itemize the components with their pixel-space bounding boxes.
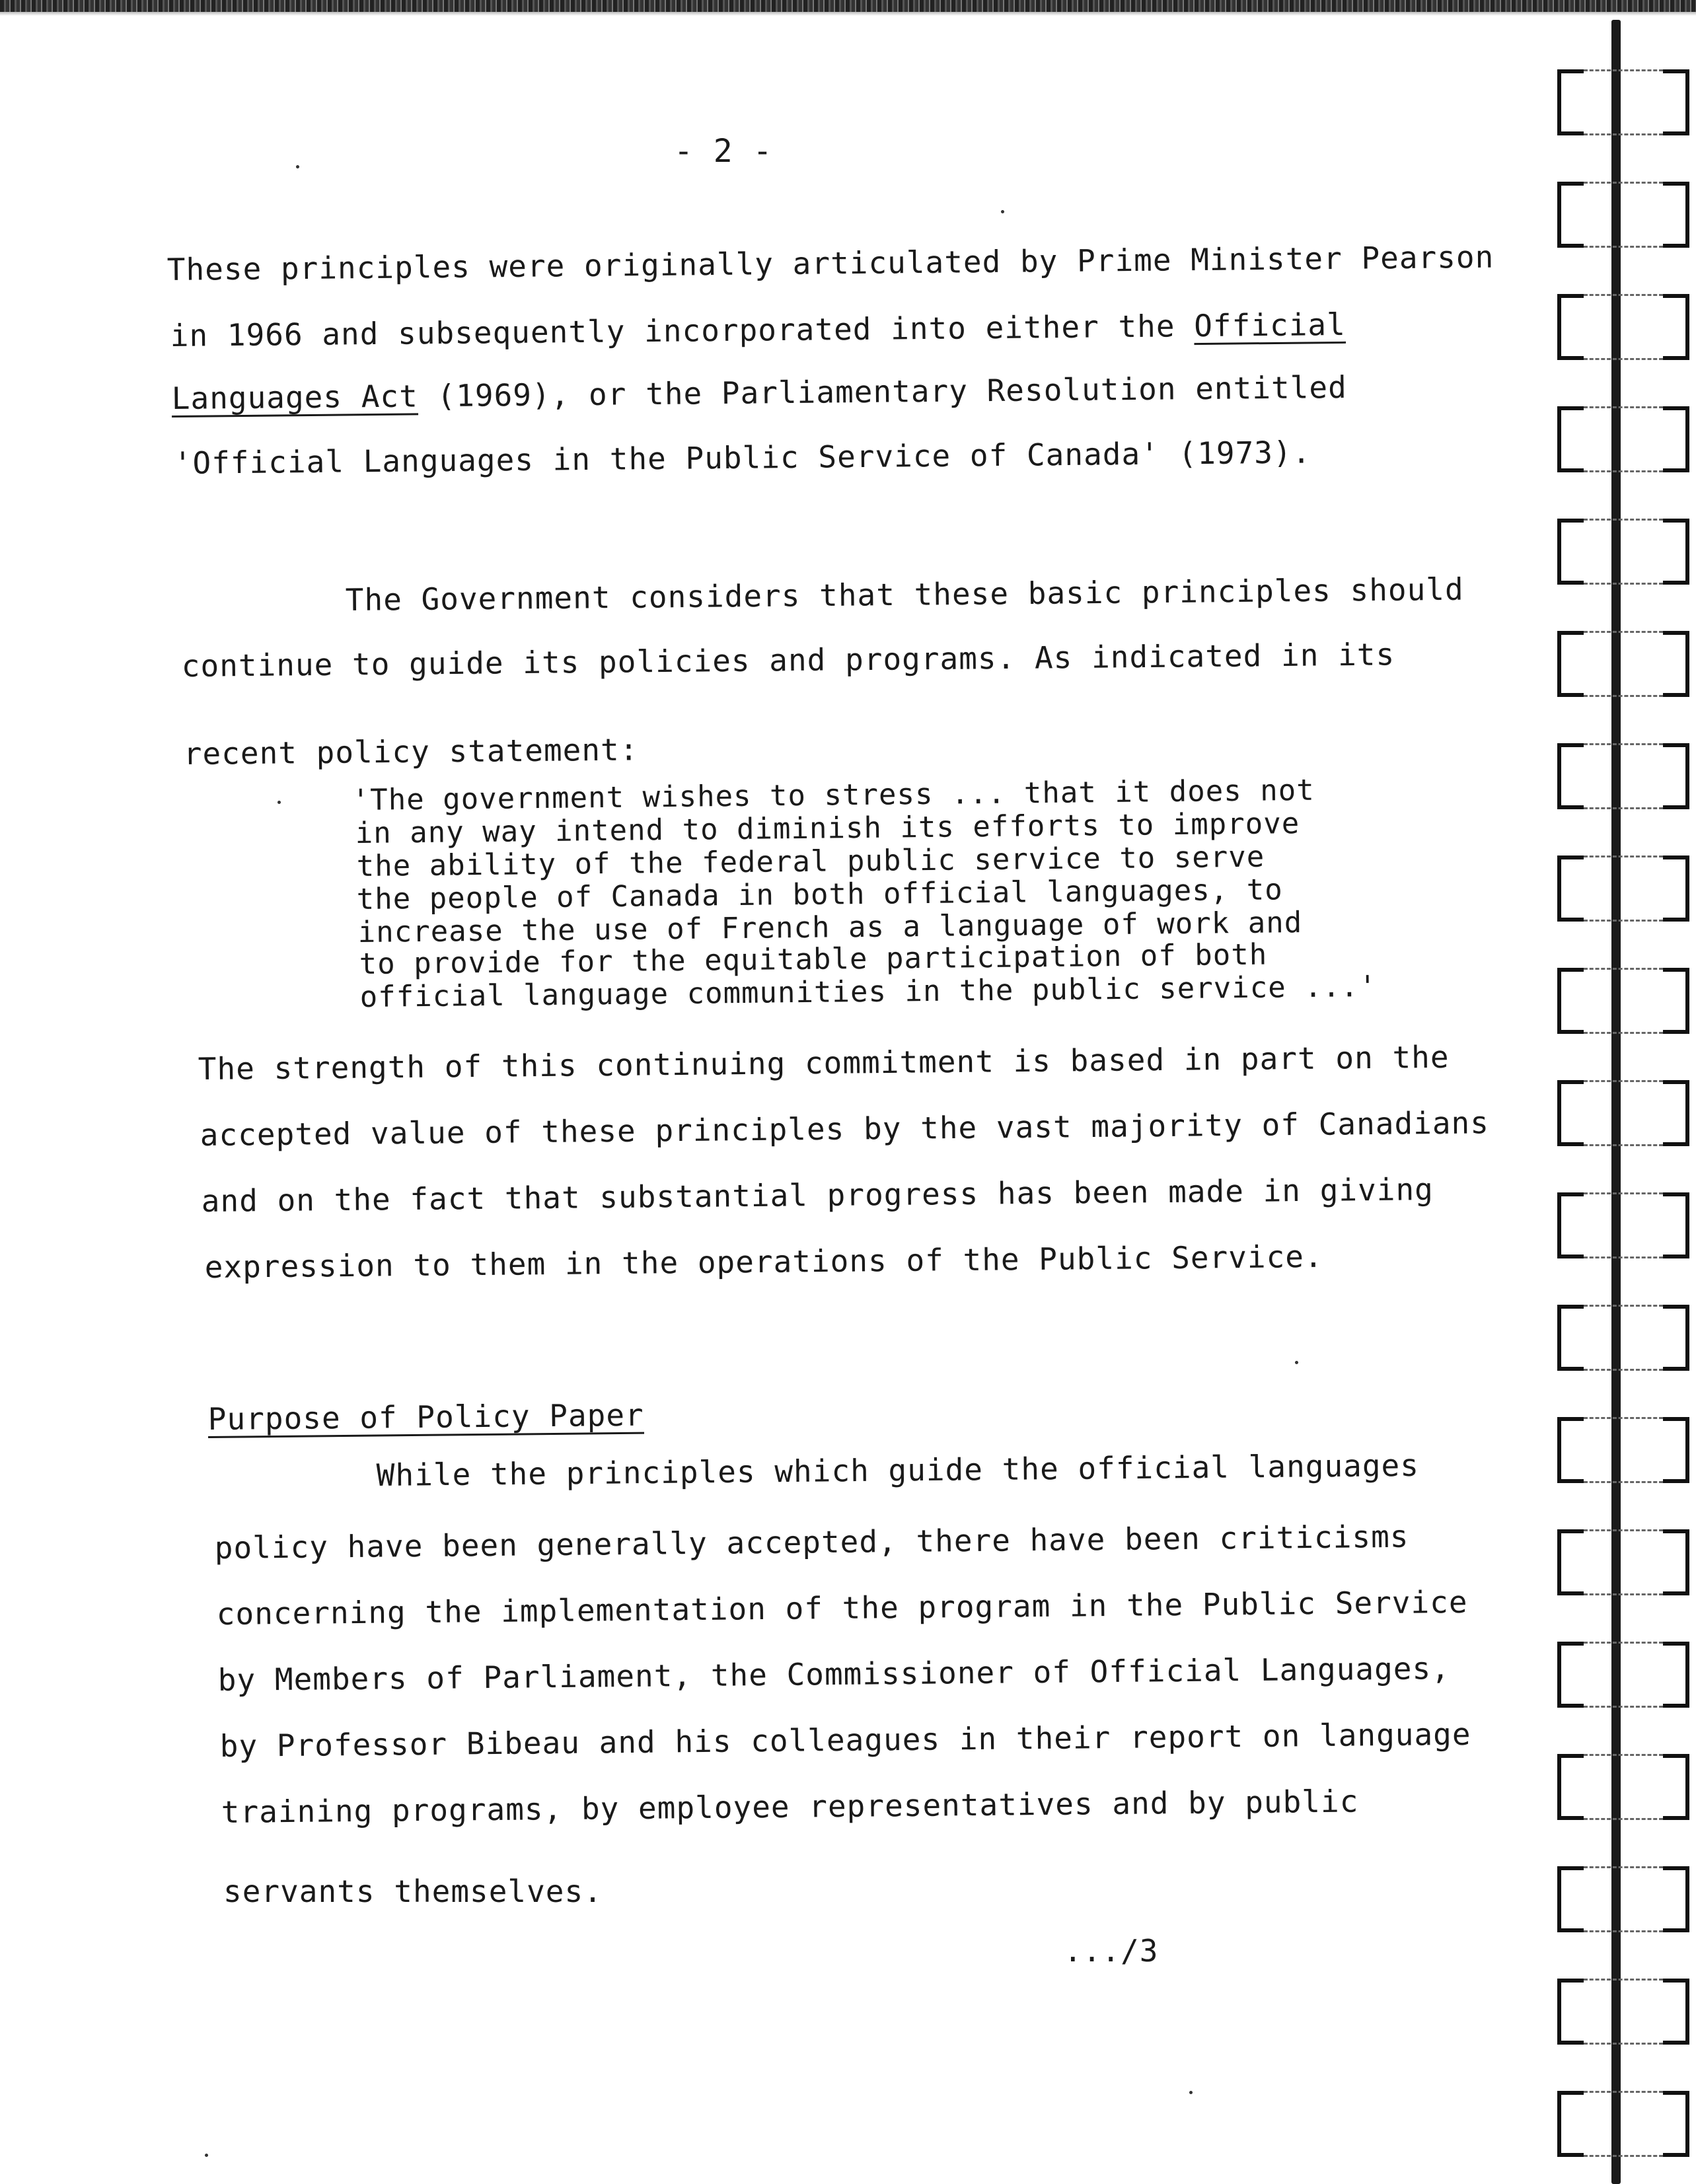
scan-speck — [1001, 210, 1004, 213]
page-number: - 2 - — [674, 133, 773, 170]
paragraph-1-line-4: 'Official Languages in the Public Service of Canada' (1973). — [173, 434, 1311, 481]
paragraph-4-line-1: While the principles which guide the official languages — [376, 1447, 1420, 1493]
binding-ring — [1557, 1080, 1689, 1146]
paragraph-4-line-4: by Members of Parliament, the Commissioner of Official Languages, — [217, 1650, 1451, 1698]
quote-line-4: the people of Canada in both official languages, to — [356, 873, 1283, 916]
binding-ring — [1557, 1192, 1689, 1258]
quote-line-5: increase the use of French as a language of work and — [357, 906, 1303, 949]
scan-speck — [205, 2154, 208, 2157]
paragraph-1-line-1: These principles were originally articulated by Prime Minister Pearson — [166, 238, 1494, 287]
binding-ring — [1557, 519, 1689, 585]
paragraph-1-line-3 — [171, 369, 1348, 416]
binding-ring — [1557, 1642, 1689, 1708]
section-heading-purpose: Purpose of Policy Paper — [207, 1397, 644, 1437]
spiral-binding — [1544, 20, 1696, 2184]
binding-ring — [1557, 182, 1689, 248]
scan-speck — [1295, 1361, 1298, 1364]
binding-ring — [1557, 1529, 1689, 1595]
paragraph-2-line-2: continue to guide its policies and programs. As indicated in its — [181, 636, 1395, 684]
quote-line-1: 'The government wishes to stress ... that it does not — [351, 773, 1315, 817]
paragraph-4-line-5: by Professor Bibeau and his colleagues in their report on language — [219, 1716, 1471, 1764]
binding-ring — [1557, 69, 1689, 135]
paragraph-4-line-2: policy have been generally accepted, there have been criticisms — [214, 1518, 1409, 1566]
binding-ring — [1557, 743, 1689, 809]
paragraph-2-line-1: The Government considers that these basic principles should — [345, 571, 1464, 618]
quote-line-3: the ability of the federal public service to serve — [356, 840, 1265, 883]
paragraph-4-line-3: concerning the implementation of the program in the Public Service — [216, 1583, 1468, 1632]
paragraph-1-line-2-text: in 1966 and subsequently incorporated into either the — [170, 308, 1195, 353]
quote-line-6: to provide for the equitable participation of both — [359, 937, 1268, 981]
paragraph-4-line-7: servants themselves. — [223, 1874, 603, 1909]
paragraph-2-line-3: recent policy statement: — [183, 731, 639, 772]
official-languages-act-title-part-1: Official — [1193, 306, 1346, 344]
scan-speck — [1189, 2091, 1193, 2094]
official-languages-act-title-part-2: Languages Act — [171, 378, 419, 416]
binding-ring — [1557, 294, 1689, 360]
binding-ring — [1557, 1305, 1689, 1371]
binding-ring — [1557, 2091, 1689, 2157]
scan-speck — [277, 801, 281, 804]
paragraph-3-line-3: and on the fact that substantial progress has been made in giving — [201, 1171, 1434, 1219]
binding-ring — [1557, 631, 1689, 697]
binding-ring — [1557, 855, 1689, 922]
paragraph-3-line-1: The strength of this continuing commitment is based in part on the — [198, 1038, 1450, 1087]
binding-ring — [1557, 968, 1689, 1034]
paragraph-1-line-2 — [170, 306, 1346, 353]
binding-ring — [1557, 1417, 1689, 1483]
binding-ring — [1557, 406, 1689, 472]
paragraph-3-line-2: accepted value of these principles by the vast majority of Canadians — [200, 1105, 1490, 1153]
quote-line-2: in any way intend to diminish its efforts to improve — [355, 807, 1300, 850]
continuation-marker: .../3 — [1064, 1933, 1159, 1969]
scan-speck — [296, 165, 299, 168]
quote-line-7: official language communities in the public service ...' — [359, 969, 1378, 1014]
paragraph-1-line-3-text: (1969), or the Parliamentary Resolution entitled — [418, 369, 1348, 414]
binding-ring — [1557, 1979, 1689, 2045]
binding-ring — [1557, 1754, 1689, 1820]
paragraph-3-line-4: expression to them in the operations of the Public Service. — [204, 1238, 1323, 1285]
binding-ring — [1557, 1866, 1689, 1932]
paragraph-4-line-6: training programs, by employee representatives and by public — [221, 1783, 1359, 1830]
